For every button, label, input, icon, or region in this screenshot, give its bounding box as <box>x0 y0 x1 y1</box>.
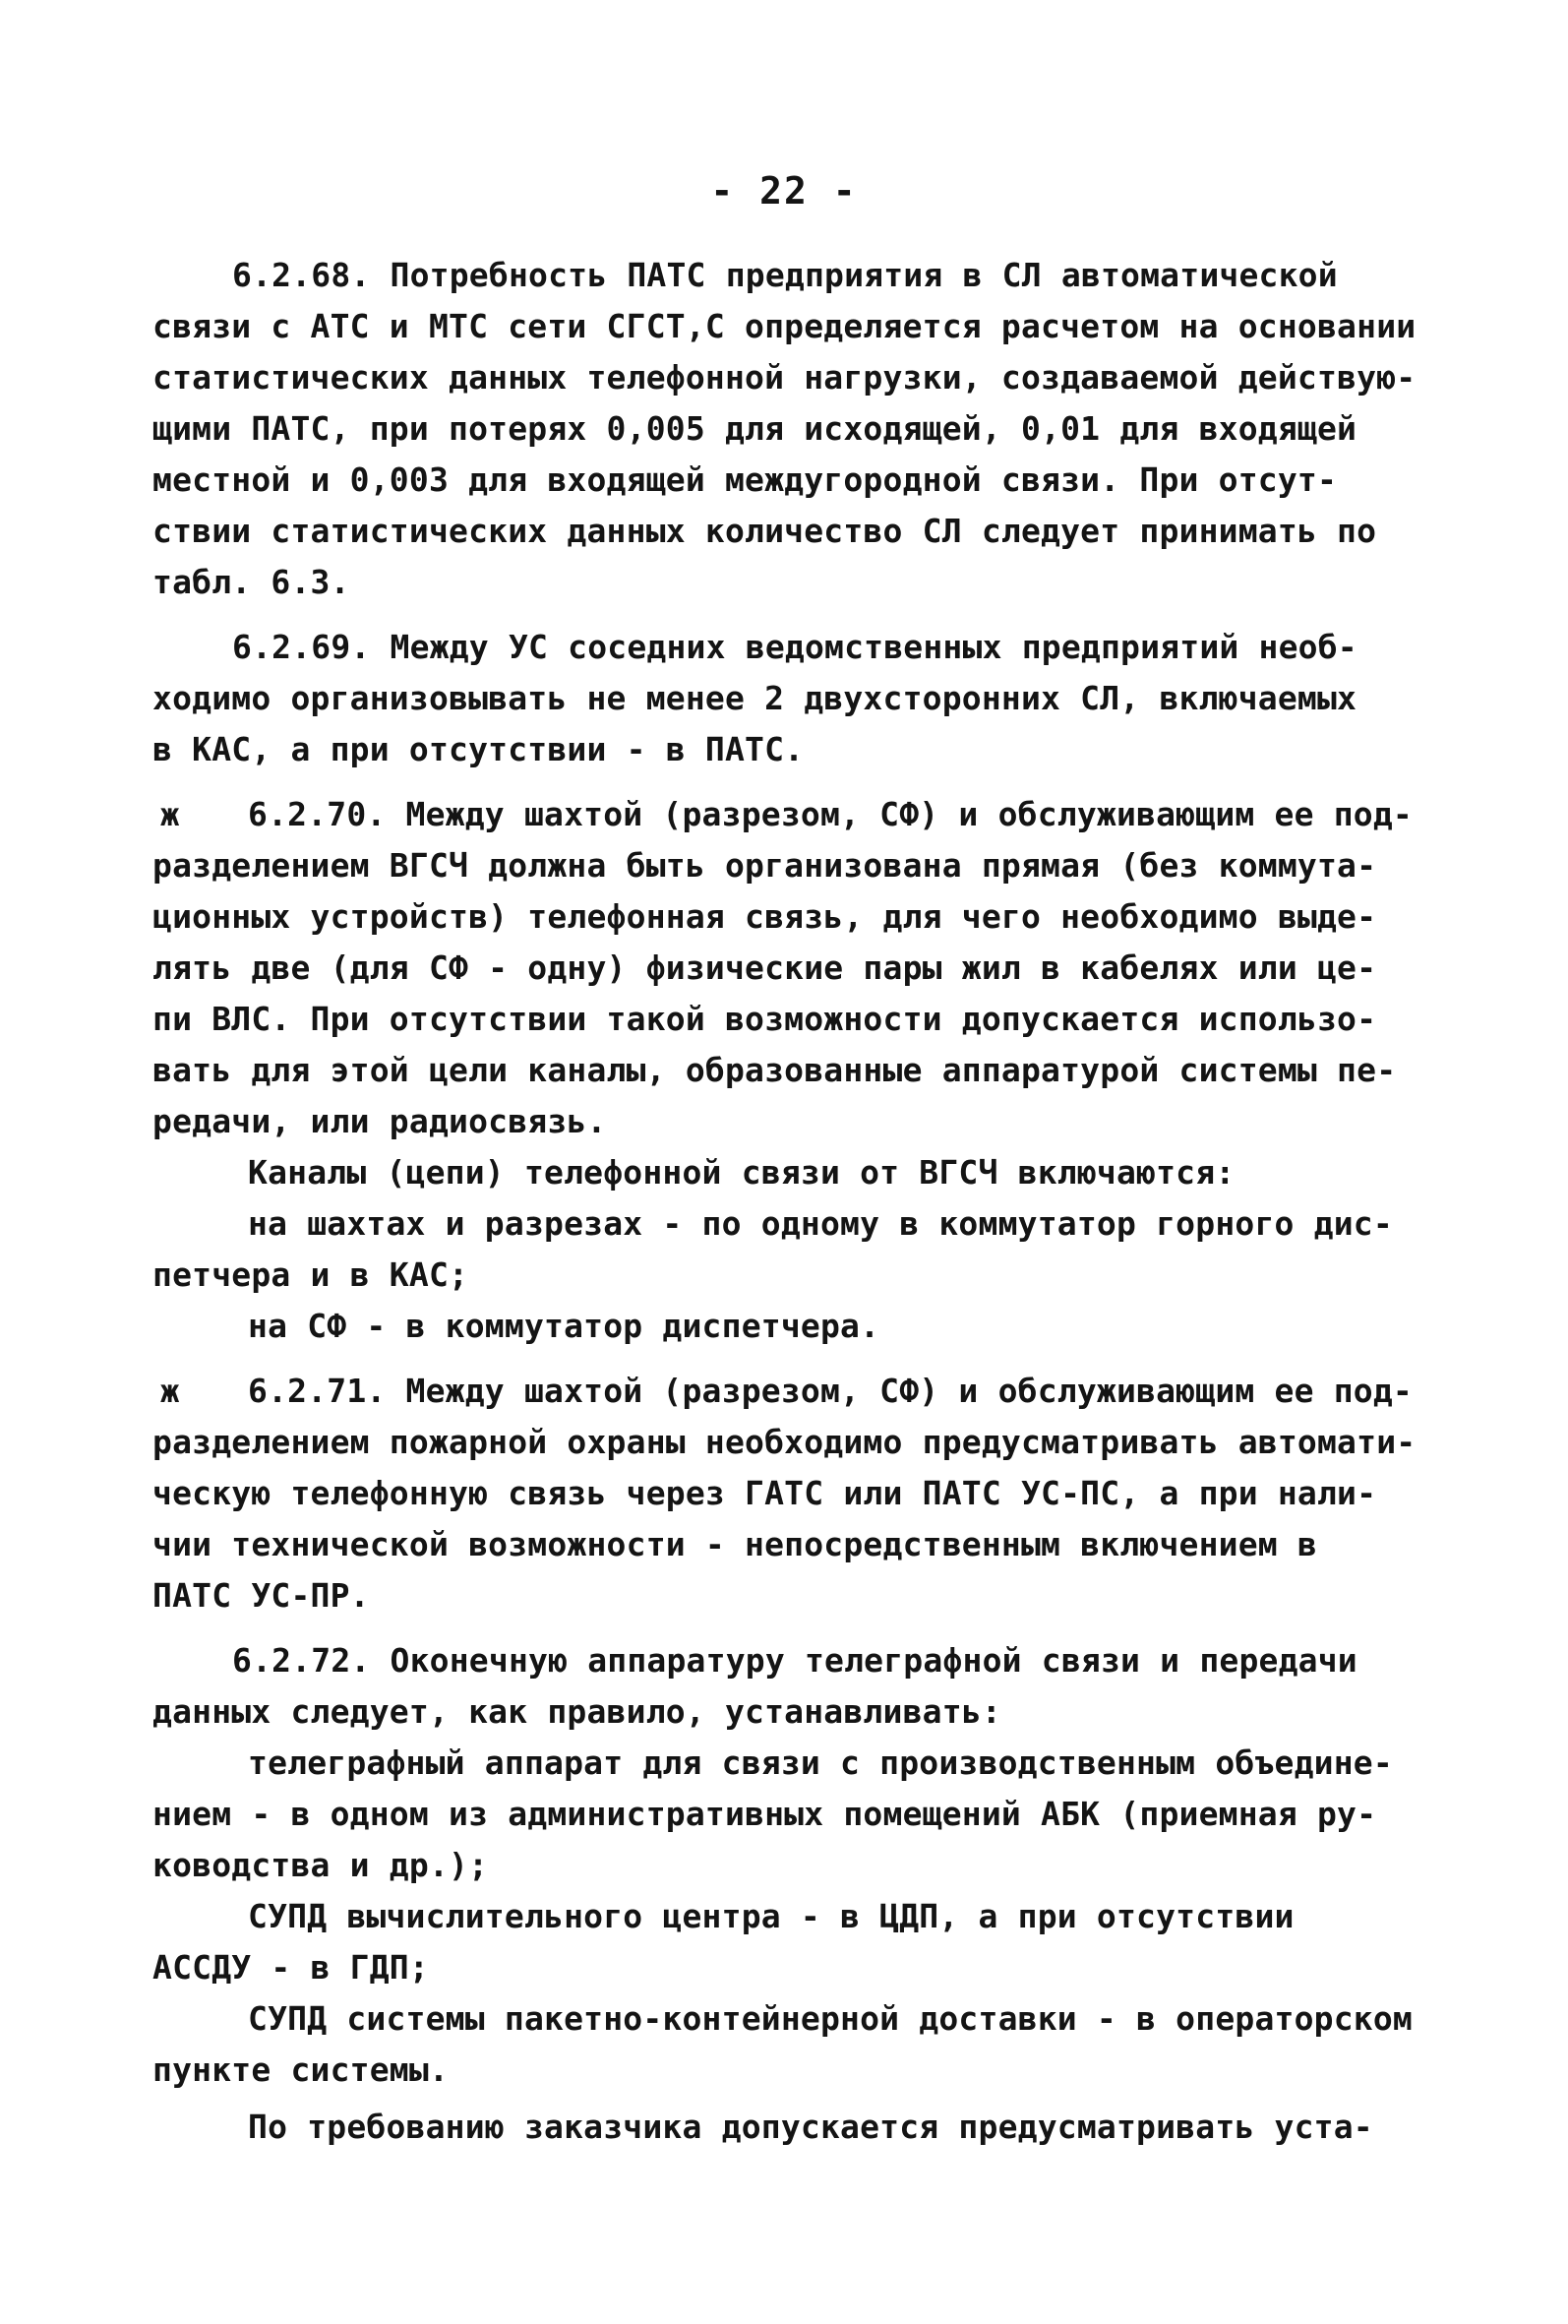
paragraph-6-2-72-line-8: СУПД системы пакетно-контейнерной доставки - в операторском <box>248 1999 1413 2038</box>
paragraph-6-2-71-line-1: 6.2.71. Между шахтой (разрезом, СФ) и обслуживающим ее под- <box>248 1372 1413 1410</box>
paragraph-6-2-70-line-5: пи ВЛС. При отсутствии такой возможности допускается использо- <box>152 1000 1377 1038</box>
paragraph-6-2-68-line-2: связи с АТС и МТС сети СГСТ,С определяется расчетом на основании <box>152 307 1417 345</box>
paragraph-6-2-68-line-3: статистических данных телефонной нагрузки, создаваемой действую- <box>152 358 1417 397</box>
paragraph-6-2-72-line-10: По требованию заказчика допускается предусматривать уста- <box>248 2108 1373 2146</box>
paragraph-6-2-70-line-6: вать для этой цели каналы, образованные аппаратурой системы пе- <box>152 1051 1397 1089</box>
paragraph-6-2-71-line-4: чии технической возможности - непосредственным включением в <box>152 1525 1317 1563</box>
paragraph-6-2-68-line-1: 6.2.68. Потребность ПАТС предприятия в СЛ автоматической <box>232 256 1338 294</box>
paragraph-6-2-70-line-2: разделением ВГСЧ должна быть организована прямая (без коммута- <box>152 846 1377 885</box>
paragraph-6-2-70-line-3: ционных устройств) телефонная связь, для чего необходимо выде- <box>152 897 1377 936</box>
paragraph-6-2-71-line-3: ческую телефонную связь через ГАТС или ПАТС УС-ПС, а при нали- <box>152 1474 1377 1512</box>
paragraph-6-2-68-line-5: местной и 0,003 для входящей междугородной связи. При отсут- <box>152 460 1338 499</box>
margin-mark: ж <box>160 796 180 833</box>
paragraph-6-2-69-line-1: 6.2.69. Между УС соседних ведомственных предприятий необ- <box>232 628 1357 666</box>
paragraph-6-2-70-line-4: лять две (для СФ - одну) физические пары жил в кабелях или це- <box>152 948 1377 987</box>
paragraph-6-2-70-line-9: на шахтах и разрезах - по одному в коммутатор горного дис- <box>248 1204 1393 1243</box>
paragraph-6-2-70-line-1: 6.2.70. Между шахтой (разрезом, СФ) и обслуживающим ее под- <box>248 795 1413 833</box>
paragraph-6-2-68-line-4: щими ПАТС, при потерях 0,005 для исходящей, 0,01 для входящей <box>152 409 1357 448</box>
paragraph-6-2-72-line-5: ководства и др.); <box>152 1846 489 1884</box>
paragraph-6-2-71-line-2: разделением пожарной охраны необходимо предусматривать автомати- <box>152 1423 1417 1461</box>
paragraph-6-2-72-line-4: нием - в одном из административных помещений АБК (приемная ру- <box>152 1795 1377 1833</box>
paragraph-6-2-70-line-7: редачи, или радиосвязь. <box>152 1102 607 1140</box>
paragraph-6-2-70-line-11: на СФ - в коммутатор диспетчера. <box>248 1307 880 1345</box>
paragraph-6-2-68-line-7: табл. 6.3. <box>152 563 350 601</box>
paragraph-6-2-72-line-3: телеграфный аппарат для связи с производственным объедине- <box>248 1743 1393 1782</box>
paragraph-6-2-72-line-6: СУПД вычислительного центра - в ЦДП, а при отсутствии <box>248 1897 1295 1935</box>
paragraph-6-2-72-line-7: АССДУ - в ГДП; <box>152 1948 429 1987</box>
paragraph-6-2-72-line-2: данных следует, как правило, устанавливать: <box>152 1692 1001 1731</box>
paragraph-6-2-70-line-10: петчера и в КАС; <box>152 1255 469 1294</box>
paragraph-6-2-72-line-9: пункте системы. <box>152 2050 450 2089</box>
paragraph-6-2-71-line-5: ПАТС УС-ПР. <box>152 1576 370 1615</box>
paragraph-6-2-69-line-2: ходимо организовывать не менее 2 двухсторонних СЛ, включаемых <box>152 679 1357 717</box>
paragraph-6-2-70-line-8: Каналы (цепи) телефонной связи от ВГСЧ включаются: <box>248 1153 1236 1192</box>
paragraph-6-2-68-line-6: ствии статистических данных количество СЛ следует принимать по <box>152 512 1377 550</box>
page-number: - 22 - <box>710 169 858 213</box>
margin-mark: ж <box>160 1373 180 1410</box>
paragraph-6-2-69-line-3: в КАС, а при отсутствии - в ПАТС. <box>152 730 805 768</box>
paragraph-6-2-72-line-1: 6.2.72. Оконечную аппаратуру телеграфной связи и передачи <box>232 1641 1357 1680</box>
